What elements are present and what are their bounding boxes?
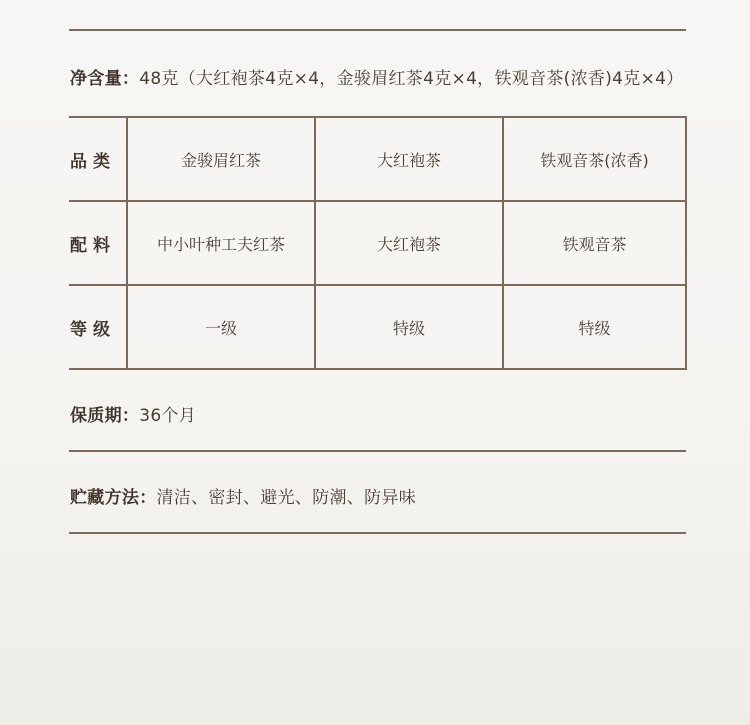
table-row-ingredients bbox=[69, 201, 686, 285]
storage-label: 贮藏方法： bbox=[70, 488, 157, 508]
cell-grade-tieguanyin: 特级 bbox=[503, 285, 686, 369]
table-row-category bbox=[69, 117, 686, 201]
cell-grade-jinjunmei: 一级 bbox=[127, 285, 315, 369]
divider-after-shelf-life bbox=[69, 450, 686, 452]
shelf-life-value: 36个月 bbox=[139, 406, 197, 426]
row-header-grade: 等级 bbox=[69, 285, 127, 369]
top-divider bbox=[69, 29, 686, 31]
cell-ingredients-jinjunmei: 中小叶种工夫红茶 bbox=[127, 201, 315, 285]
bottom-divider bbox=[69, 532, 686, 534]
row-header-category: 品类 bbox=[69, 117, 127, 201]
storage-value: 清洁、密封、避光、防潮、防异味 bbox=[156, 488, 416, 508]
cell-ingredients-dahongpao: 大红袍茶 bbox=[315, 201, 503, 285]
row-header-ingredients: 配料 bbox=[69, 201, 127, 285]
cell-category-dahongpao: 大红袍茶 bbox=[315, 117, 503, 201]
net-content-value: 48克（大红袍茶4克×4，金骏眉红茶4克×4，铁观音茶(浓香)4克×4） bbox=[139, 69, 684, 89]
net-content-label: 净含量： bbox=[70, 69, 140, 89]
storage-line bbox=[70, 483, 416, 508]
cell-ingredients-tieguanyin: 铁观音茶 bbox=[503, 201, 686, 285]
cell-category-tieguanyin: 铁观音茶(浓香) bbox=[503, 117, 686, 201]
shelf-life-line bbox=[70, 401, 196, 426]
shelf-life-label: 保质期： bbox=[70, 406, 140, 426]
spec-table bbox=[69, 116, 687, 370]
net-content-line bbox=[70, 64, 684, 89]
cell-grade-dahongpao: 特级 bbox=[315, 285, 503, 369]
cell-category-jinjunmei: 金骏眉红茶 bbox=[127, 117, 315, 201]
table-row-grade bbox=[69, 285, 686, 369]
